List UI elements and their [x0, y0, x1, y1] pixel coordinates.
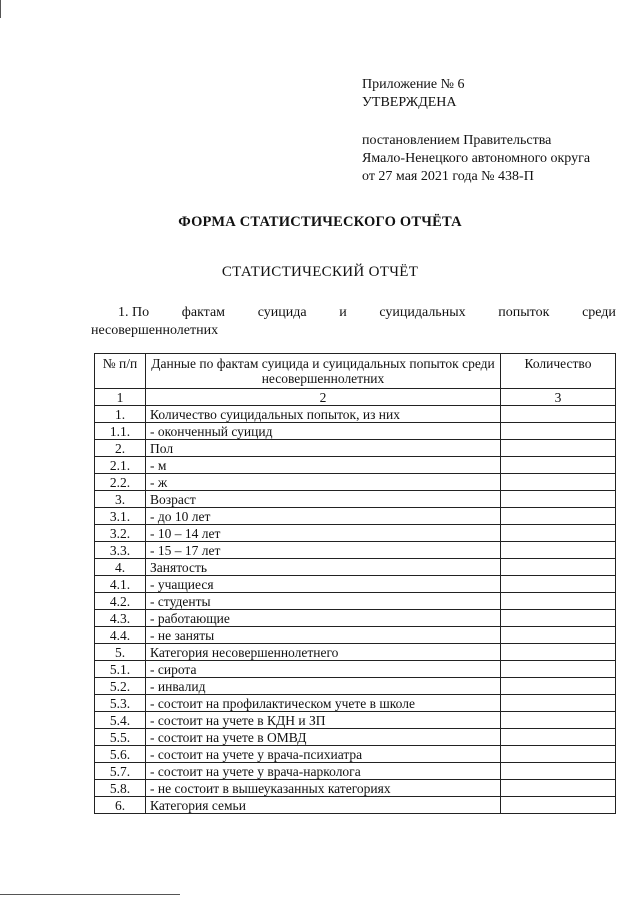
row-label: Количество суицидальных попыток, из них [146, 406, 501, 423]
section-word: среди [582, 305, 616, 320]
row-label: - не состоит в вышеуказанных категориях [146, 780, 501, 797]
row-quantity [501, 491, 616, 508]
column-index: 2 [146, 389, 501, 406]
row-number: 3.3. [95, 542, 146, 559]
row-number: 4.3. [95, 610, 146, 627]
column-index: 3 [501, 389, 616, 406]
row-quantity [501, 644, 616, 661]
row-label: - ж [146, 474, 501, 491]
row-quantity [501, 610, 616, 627]
table-row [95, 627, 616, 644]
section-word: суицида [257, 305, 307, 320]
row-quantity [501, 542, 616, 559]
column-index: 1 [95, 389, 146, 406]
row-number: 4. [95, 559, 146, 576]
row-number: 5.7. [95, 763, 146, 780]
header-number: № п/п [95, 354, 146, 389]
row-quantity [501, 661, 616, 678]
row-quantity [501, 508, 616, 525]
row-label: - 15 – 17 лет [146, 542, 501, 559]
row-label: - учащиеся [146, 576, 501, 593]
row-label: Категория семьи [146, 797, 501, 814]
row-quantity [501, 440, 616, 457]
row-number: 1. [95, 406, 146, 423]
report-title: СТАТИСТИЧЕСКИЙ ОТЧЁТ [221, 264, 419, 280]
row-number: 5. [95, 644, 146, 661]
row-label: - студенты [146, 593, 501, 610]
row-number: 5.6. [95, 746, 146, 763]
row-number: 3.1. [95, 508, 146, 525]
form-title: ФОРМА СТАТИСТИЧЕСКОГО ОТЧЁТА [178, 214, 462, 230]
row-number: 4.4. [95, 627, 146, 644]
row-number: 5.2. [95, 678, 146, 695]
table-row [95, 661, 616, 678]
appendix-number: Приложение № 6 [362, 77, 465, 92]
row-label: Категория несовершеннолетнего [146, 644, 501, 661]
header-data: Данные по фактам суицида и суицидальных попыток среди несовершеннолетних [146, 354, 501, 389]
row-quantity [501, 763, 616, 780]
row-number: 4.1. [95, 576, 146, 593]
table-row [95, 746, 616, 763]
row-number: 2.2. [95, 474, 146, 491]
row-number: 4.2. [95, 593, 146, 610]
row-number: 2.1. [95, 457, 146, 474]
table-row [95, 508, 616, 525]
table-row [95, 729, 616, 746]
table-row [95, 763, 616, 780]
row-quantity [501, 525, 616, 542]
row-quantity [501, 593, 616, 610]
row-quantity [501, 627, 616, 644]
table-row [95, 457, 616, 474]
decree-line-2: Ямало-Ненецкого автономного округа [362, 151, 591, 166]
section-word: и [339, 305, 347, 320]
table-row [95, 491, 616, 508]
table-row [95, 695, 616, 712]
row-quantity [501, 746, 616, 763]
table-row [95, 525, 616, 542]
approved-label: УТВЕРЖДЕНА [362, 95, 457, 110]
row-quantity [501, 712, 616, 729]
row-quantity [501, 729, 616, 746]
table-row [95, 644, 616, 661]
section-word: суицидальных [379, 305, 466, 320]
row-label: - состоит на профилактическом учете в школе [146, 695, 501, 712]
row-number: 5.8. [95, 780, 146, 797]
row-label: - состоит на учете у врача-психиатра [146, 746, 501, 763]
table-row [95, 440, 616, 457]
row-number: 3.2. [95, 525, 146, 542]
scan-binder-mark [0, 0, 4, 18]
table-row [95, 406, 616, 423]
row-label: - инвалид [146, 678, 501, 695]
row-quantity [501, 423, 616, 440]
row-number: 2. [95, 440, 146, 457]
row-label: - состоит на учете в ОМВД [146, 729, 501, 746]
table-row [95, 474, 616, 491]
row-quantity [501, 474, 616, 491]
row-quantity [501, 457, 616, 474]
row-number: 1.1. [95, 423, 146, 440]
header-quantity: Количество [501, 354, 616, 389]
section-word: попыток [498, 305, 550, 320]
table-row [95, 542, 616, 559]
section-heading [91, 304, 616, 340]
table-row [95, 780, 616, 797]
statistics-table [94, 353, 616, 814]
table-row [95, 797, 616, 814]
row-label: Пол [146, 440, 501, 457]
row-number: 5.1. [95, 661, 146, 678]
section-word: фактам [181, 305, 226, 320]
table-header-row [95, 354, 616, 389]
column-index-row [95, 389, 616, 406]
table-row [95, 559, 616, 576]
approval-block [362, 76, 590, 186]
decree-line-3: от 27 мая 2021 года № 438-П [362, 169, 534, 184]
row-label: - м [146, 457, 501, 474]
row-quantity [501, 797, 616, 814]
row-quantity [501, 559, 616, 576]
table-row [95, 678, 616, 695]
row-label: Занятость [146, 559, 501, 576]
row-label: Возраст [146, 491, 501, 508]
decree-line-1: постановлением Правительства [362, 133, 552, 148]
row-quantity [501, 695, 616, 712]
row-label: - оконченный суицид [146, 423, 501, 440]
row-number: 3. [95, 491, 146, 508]
row-quantity [501, 678, 616, 695]
section-heading-line-2: несовершеннолетних [91, 323, 219, 338]
table-row [95, 712, 616, 729]
row-number: 5.4. [95, 712, 146, 729]
row-number: 6. [95, 797, 146, 814]
table-row [95, 610, 616, 627]
scan-artifact-line [0, 894, 180, 895]
table-row [95, 423, 616, 440]
row-number: 5.5. [95, 729, 146, 746]
row-label: - 10 – 14 лет [146, 525, 501, 542]
section-heading-line-1 [118, 304, 616, 322]
row-quantity [501, 406, 616, 423]
table-row [95, 576, 616, 593]
row-label: - до 10 лет [146, 508, 501, 525]
row-label: - состоит на учете в КДН и ЗП [146, 712, 501, 729]
section-word: 1. По [118, 305, 150, 320]
row-label: - состоит на учете у врача-нарколога [146, 763, 501, 780]
row-number: 5.3. [95, 695, 146, 712]
row-label: - работающие [146, 610, 501, 627]
row-quantity [501, 576, 616, 593]
row-label: - не заняты [146, 627, 501, 644]
row-label: - сирота [146, 661, 501, 678]
table-row [95, 593, 616, 610]
row-quantity [501, 780, 616, 797]
